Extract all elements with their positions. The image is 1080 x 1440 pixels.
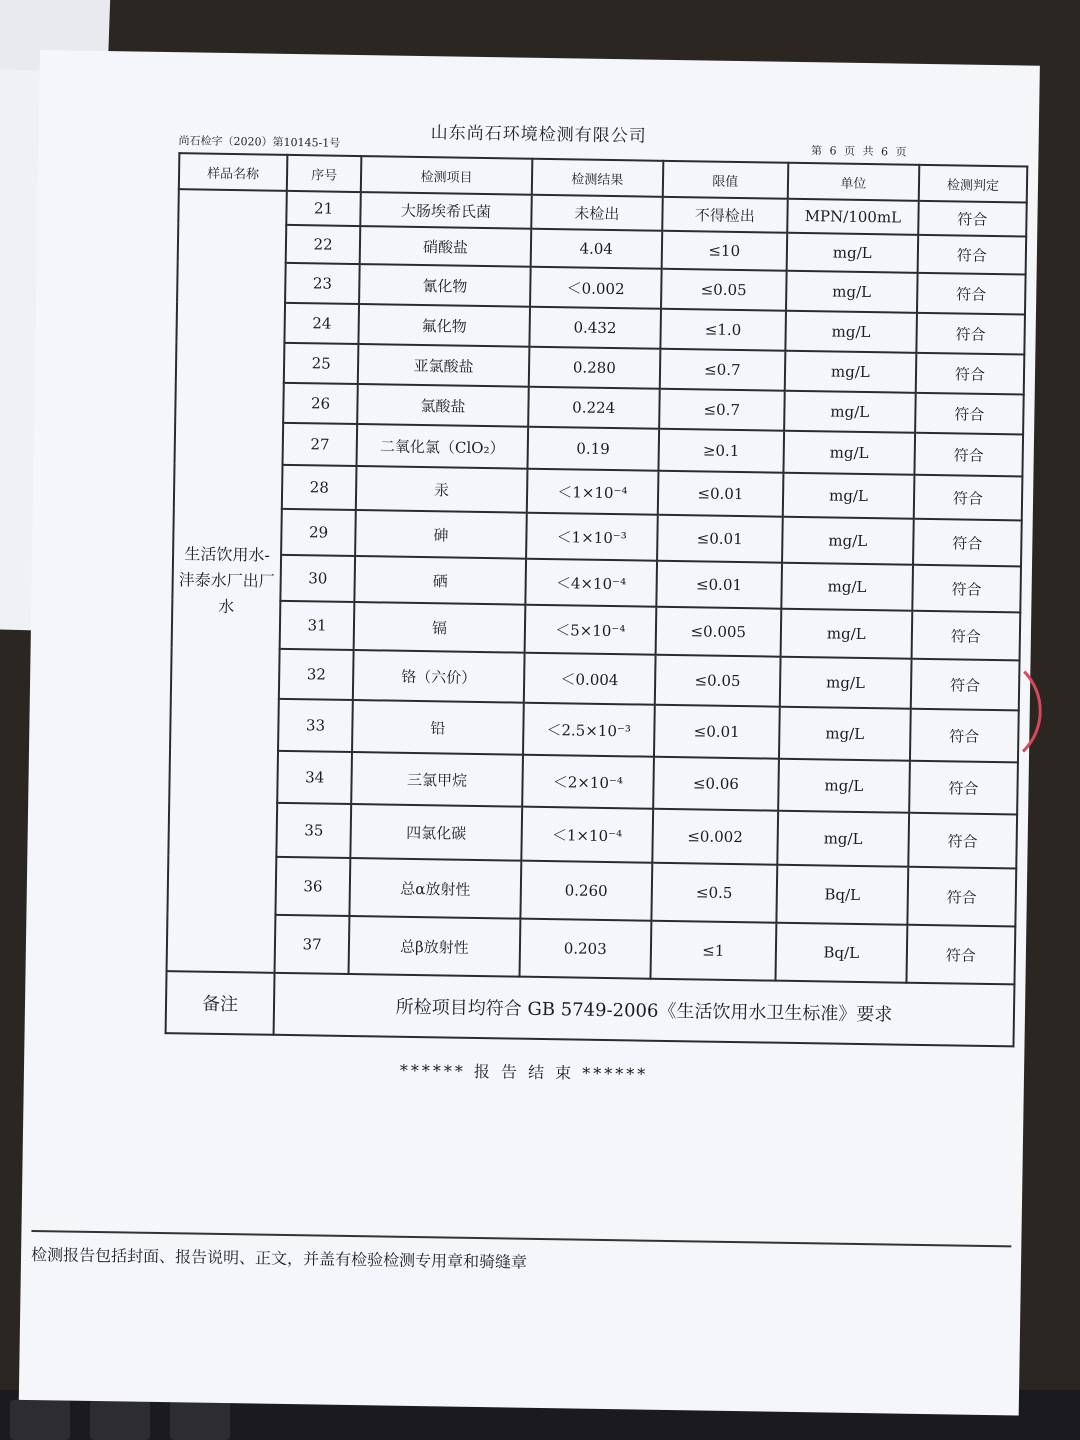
judgement: 符合 (914, 433, 1023, 477)
test-result: 0.19 (527, 427, 659, 471)
judgement: 符合 (915, 393, 1024, 435)
unit: mg/L (778, 759, 910, 813)
unit: mg/L (783, 473, 915, 519)
row-number: 29 (281, 509, 356, 556)
judgement: 符合 (911, 659, 1020, 711)
limit-value: ≤0.06 (653, 757, 779, 811)
test-result: ＜4×10⁻⁴ (525, 559, 657, 607)
test-item: 氯酸盐 (357, 384, 528, 427)
test-item: 亚氯酸盐 (358, 344, 529, 387)
test-result: ＜1×10⁻⁴ (521, 807, 653, 863)
judgement: 符合 (914, 475, 1023, 521)
test-result: 0.203 (519, 919, 651, 979)
row-number: 25 (284, 343, 359, 384)
seal-stamp-edge (978, 653, 1043, 770)
remark-row (166, 971, 1015, 1046)
report-end-marker: ****** 报 告 结 束 ****** (399, 1060, 649, 1084)
test-result: 0.224 (528, 387, 660, 429)
judgement: 符合 (918, 201, 1027, 237)
limit-value: ≤0.05 (661, 269, 787, 311)
row-number: 34 (277, 751, 352, 804)
page-info: 第 6 页 共 6 页 (810, 144, 909, 159)
unit: mg/L (781, 563, 913, 611)
test-item: 硝酸盐 (360, 226, 531, 267)
judgement: 符合 (909, 761, 1018, 815)
column-header: 限值 (663, 161, 789, 199)
limit-value: ≤0.01 (654, 705, 780, 759)
company-title: 山东尚石环境检测有限公司 (430, 123, 647, 147)
row-number: 26 (283, 383, 358, 424)
test-item: 总β放射性 (349, 916, 521, 977)
unit: mg/L (780, 609, 912, 659)
unit: Bq/L (775, 923, 907, 983)
test-item: 铅 (352, 700, 524, 755)
test-item: 硒 (354, 556, 525, 605)
keyboard-key (90, 1400, 150, 1440)
judgement: 符合 (912, 565, 1021, 613)
row-number: 32 (279, 649, 354, 700)
test-item: 大肠埃希氏菌 (360, 192, 531, 229)
row-number: 36 (276, 857, 351, 916)
unit: mg/L (785, 351, 917, 393)
test-result: ＜0.004 (524, 653, 656, 705)
test-item: 汞 (356, 466, 527, 513)
test-item: 三氯甲烷 (351, 752, 523, 807)
row-number: 22 (286, 225, 361, 264)
judgement: 符合 (908, 813, 1017, 869)
column-header: 检测结果 (532, 159, 663, 197)
test-result: 0.280 (529, 347, 661, 389)
limit-value: ≤10 (661, 231, 787, 271)
limit-value: ≤0.7 (659, 389, 785, 431)
limit-value: ≤0.05 (655, 655, 781, 707)
test-item: 氟化物 (359, 304, 530, 347)
unit: mg/L (785, 311, 917, 353)
judgement: 符合 (916, 353, 1025, 395)
test-result: ＜1×10⁻⁴ (527, 469, 659, 515)
test-result: 4.04 (531, 229, 662, 269)
unit: mg/L (787, 233, 918, 273)
remark-text: 所检项目均符合 GB 5749-2006《生活饮用水卫生标准》要求 (274, 973, 1015, 1047)
test-result: ＜2×10⁻⁴ (522, 755, 654, 809)
report-page (19, 50, 1040, 1416)
test-item: 总α放射性 (350, 858, 522, 919)
row-number: 33 (278, 699, 353, 752)
limit-value: ≤0.01 (658, 471, 784, 517)
row-number: 24 (285, 303, 360, 344)
row-number: 21 (286, 191, 361, 226)
unit: mg/L (779, 707, 911, 761)
column-header: 检测判定 (919, 165, 1028, 203)
limit-value: ≥0.1 (658, 429, 784, 473)
limit-value: 不得检出 (662, 197, 788, 233)
footer-note: 检测报告包括封面、报告说明、正文，并盖有检验检测专用章和骑缝章 (30, 1245, 528, 1272)
test-result: ＜0.002 (530, 267, 662, 309)
judgement: 符合 (917, 273, 1026, 315)
row-number: 23 (285, 263, 360, 304)
limit-value: ≤0.01 (657, 515, 783, 563)
test-result: 未检出 (531, 195, 662, 231)
limit-value: ≤0.7 (659, 349, 785, 391)
unit: Bq/L (776, 865, 908, 925)
limit-value: ≤1.0 (660, 309, 786, 351)
limit-value: ≤0.002 (652, 809, 778, 865)
results-table (165, 152, 1029, 1047)
row-number: 30 (281, 555, 356, 602)
sample-name: 生活饮用水-沣泰水厂出厂水 (167, 189, 287, 973)
test-result: ＜1×10⁻³ (526, 513, 658, 561)
test-item: 镉 (354, 602, 525, 653)
test-result: 0.260 (520, 861, 652, 921)
column-header: 序号 (287, 155, 362, 192)
judgement: 符合 (911, 611, 1020, 661)
judgement: 符合 (910, 709, 1019, 763)
limit-value: ≤0.005 (655, 607, 781, 657)
test-item: 二氧化氯（ClO₂） (357, 424, 528, 469)
unit: mg/L (784, 391, 916, 433)
test-item: 四氯化碳 (350, 804, 522, 861)
limit-value: ≤0.5 (651, 863, 777, 923)
test-result: ＜5×10⁻⁴ (524, 605, 656, 655)
limit-value: ≤0.01 (656, 561, 782, 609)
judgement: 符合 (917, 235, 1026, 275)
judgement: 符合 (907, 867, 1016, 927)
test-result: ＜2.5×10⁻³ (523, 703, 655, 757)
limit-value: ≤1 (650, 921, 776, 981)
keyboard-key (10, 1400, 70, 1440)
unit: mg/L (786, 271, 918, 313)
column-header: 检测项目 (361, 156, 532, 195)
row-number: 35 (276, 803, 351, 858)
unit: mg/L (777, 811, 909, 867)
column-header: 样品名称 (179, 153, 288, 191)
row-number: 37 (275, 915, 350, 974)
document-number: 尚石检字（2020）第10145-1号 (178, 134, 341, 150)
unit: MPN/100mL (787, 199, 918, 235)
keyboard-key (170, 1400, 230, 1440)
unit: mg/L (783, 431, 915, 475)
test-item: 氰化物 (359, 264, 530, 307)
row-number: 28 (282, 465, 357, 510)
test-item: 铬（六价） (353, 650, 524, 703)
judgement: 符合 (913, 519, 1022, 567)
test-item: 砷 (355, 510, 526, 559)
test-result: 0.432 (529, 307, 661, 349)
unit: mg/L (780, 657, 912, 709)
judgement: 符合 (916, 313, 1025, 355)
remark-label: 备注 (166, 971, 275, 1035)
unit: mg/L (782, 517, 914, 565)
column-header: 单位 (788, 163, 919, 201)
judgement: 符合 (906, 925, 1015, 985)
row-number: 31 (280, 601, 355, 650)
row-number: 27 (283, 423, 358, 466)
